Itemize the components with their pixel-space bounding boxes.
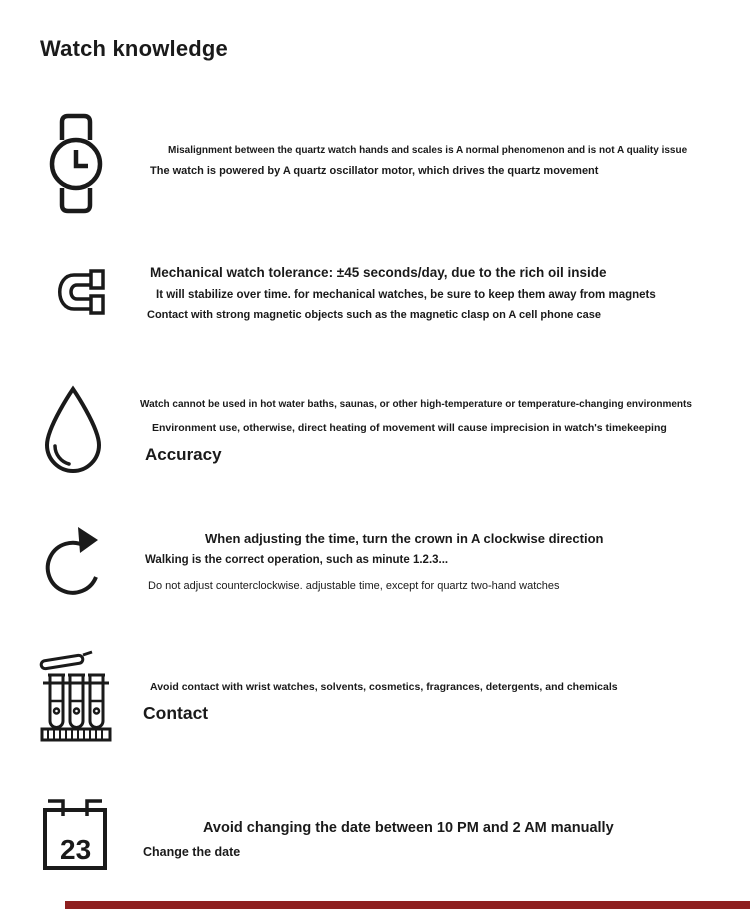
calendar-day-number: 23: [60, 834, 92, 865]
page-title: Watch knowledge: [40, 36, 228, 61]
calendar-icon: [40, 789, 110, 873]
section-time-adjustment: [140, 531, 730, 593]
water-drop-icon: [40, 383, 106, 480]
text-line: Do not adjust counterclockwise. adjustable time, except for quartz two-hand watches: [148, 579, 560, 592]
accuracy-heading: Accuracy: [145, 444, 222, 464]
text-line: When adjusting the time, turn the crown in A clockwise direction: [205, 531, 604, 546]
text-line: Avoid changing the date between 10 PM and 2 AM manually: [203, 820, 614, 836]
text-line: Misalignment between the quartz watch hands and scales is A normal phenomenon and is not A quality issue: [168, 145, 688, 156]
text-line: Watch cannot be used in hot water baths, saunas, or other high-temperature or temperature-changing environments: [140, 399, 692, 410]
bottom-red-band: [65, 901, 750, 909]
section-quartz: [140, 145, 730, 178]
magnet-icon: [46, 262, 106, 322]
text-line: Walking is the correct operation, such as minute 1.2.3...: [145, 554, 449, 567]
section-accuracy: [140, 399, 730, 465]
test-tubes-icon: [38, 645, 114, 745]
text-line: Contact with strong magnetic objects such as the magnetic clasp on A cell phone case: [147, 309, 601, 322]
text-line: The watch is powered by A quartz oscillator motor, which drives the quartz movement: [150, 164, 599, 177]
text-line: Environment use, otherwise, direct heating of movement will cause imprecision in watch's timekeeping: [152, 421, 667, 434]
section-contact: [140, 681, 730, 725]
watch-icon: [42, 112, 110, 215]
text-line: It will stabilize over time. for mechanical watches, be sure to keep them away from magnets: [156, 288, 656, 301]
contact-heading: Contact: [143, 703, 209, 724]
change-date-heading: Change the date: [143, 845, 241, 860]
text-line: Mechanical watch tolerance: ±45 seconds/day, due to the rich oil inside: [150, 265, 607, 280]
text-line: Avoid contact with wrist watches, solvents, cosmetics, fragrances, detergents, and chemicals: [150, 681, 618, 693]
section-magnetism: [140, 265, 730, 323]
clockwise-arrow-icon: [42, 521, 106, 605]
section-change-date: [140, 819, 730, 861]
